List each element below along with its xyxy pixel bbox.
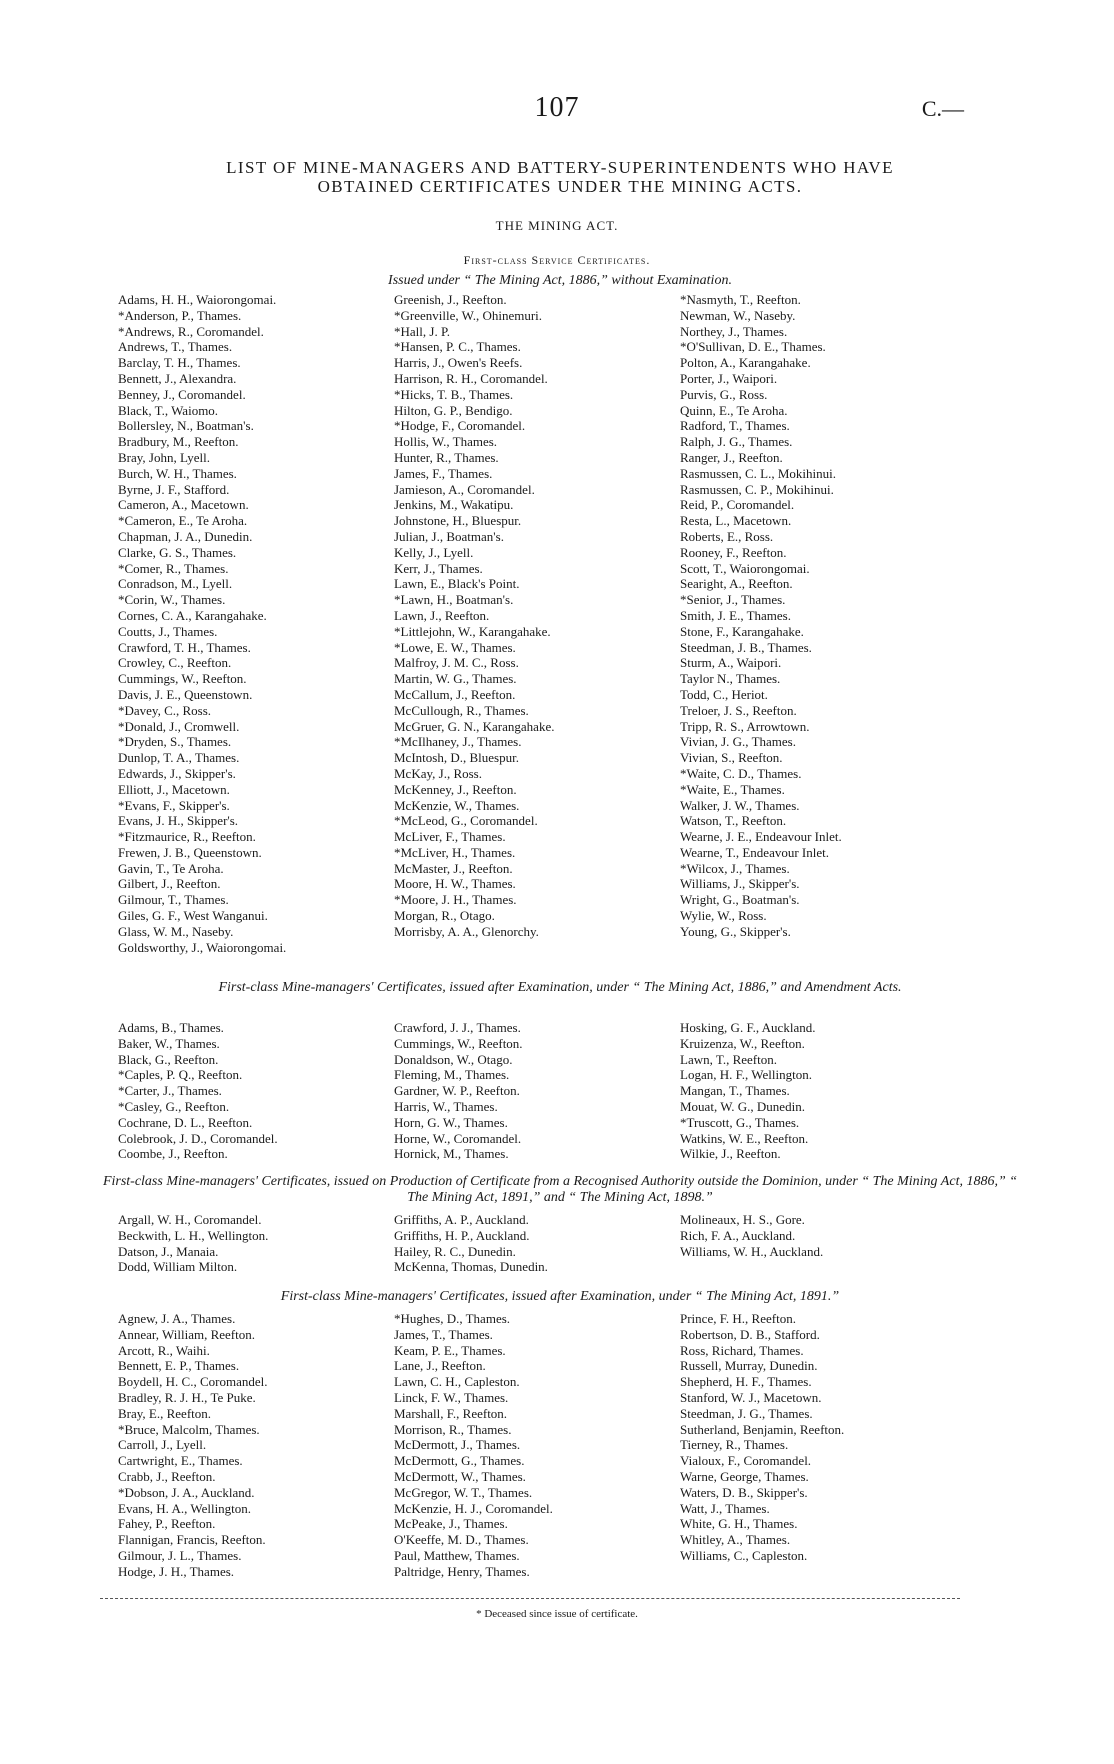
list-item: Edwards, J., Skipper's.	[118, 765, 236, 781]
list-item: Morrisby, A. A., Glenorchy.	[394, 923, 539, 939]
list-item: Wilkie, J., Reefton.	[680, 1146, 781, 1162]
list-item: Barclay, T. H., Thames.	[118, 355, 241, 371]
list-item: Andrews, T., Thames.	[118, 339, 233, 355]
list-item: Bollersley, N., Boatman's.	[118, 418, 254, 434]
list-item: *Littlejohn, W., Karangahake.	[394, 623, 551, 639]
list-item: Morgan, R., Otago.	[394, 908, 495, 924]
list-item: Keam, P. E., Thames.	[394, 1342, 506, 1358]
list-item: Agnew, J. A., Thames.	[118, 1311, 236, 1326]
list-item: *Andrews, R., Coromandel.	[118, 323, 264, 339]
list-item: *Corin, W., Thames.	[118, 592, 226, 608]
list-item: Wylie, W., Ross.	[680, 908, 767, 924]
list-item: Searight, A., Reefton.	[680, 576, 793, 592]
list-item: Elliott, J., Macetown.	[118, 781, 230, 797]
footnote: * Deceased since issue of certificate.	[476, 1608, 638, 1620]
list-item: *Dryden, S., Thames.	[118, 734, 232, 750]
list-item: *Wilcox, J., Thames.	[680, 860, 790, 876]
column-right	[680, 1020, 815, 1162]
list-item: Davis, J. E., Queenstown.	[118, 686, 253, 702]
list-item: Dodd, William Milton.	[118, 1259, 238, 1275]
list-item: Gilmour, J. L., Thames.	[118, 1547, 242, 1563]
column-left	[118, 292, 286, 955]
list-item: Stone, F., Karangahake.	[680, 623, 804, 639]
divider-rule	[100, 1598, 960, 1599]
list-item: *Lowe, E. W., Thames.	[394, 639, 516, 655]
list-item: Fahey, P., Reefton.	[118, 1516, 216, 1532]
list-item: Annear, William, Reefton.	[118, 1326, 255, 1342]
list-item: *Casley, G., Reefton.	[118, 1098, 230, 1114]
list-item: Young, G., Skipper's.	[680, 923, 791, 939]
act-title: THE MINING ACT.	[495, 218, 619, 233]
list-item: Carroll, J., Lyell.	[118, 1437, 207, 1453]
list-item: Radford, T., Thames.	[680, 418, 790, 434]
list-item: *Donald, J., Cromwell.	[118, 718, 240, 734]
list-item: Bray, John, Lyell.	[118, 449, 210, 465]
list-item: Steedman, J. G., Thames.	[680, 1405, 813, 1421]
list-item: Ross, Richard, Thames.	[680, 1342, 804, 1358]
section-subhead: First-class Service Certificates.	[463, 253, 651, 267]
list-item: Steedman, J. B., Thames.	[680, 639, 812, 655]
list-item: Lawn, C. H., Capleston.	[394, 1374, 520, 1390]
list-item: Donaldson, W., Otago.	[394, 1051, 513, 1067]
list-item: Cameron, A., Macetown.	[118, 497, 249, 513]
list-item: Watt, J., Thames.	[680, 1500, 770, 1516]
list-item: Lawn, E., Black's Point.	[394, 576, 520, 592]
list-item: Newman, W., Naseby.	[680, 307, 796, 323]
list-item: Moore, H. W., Thames.	[394, 876, 516, 892]
list-item: Mouat, W. G., Dunedin.	[680, 1098, 805, 1114]
list-item: Lawn, J., Reefton.	[394, 607, 490, 623]
list-item: Cummings, W., Reefton.	[118, 671, 247, 687]
list-item: Frewen, J. B., Queenstown.	[118, 844, 262, 860]
list-item: Williams, W. H., Auckland.	[680, 1243, 824, 1259]
column-left	[118, 1212, 268, 1275]
list-item: Paul, Matthew, Thames.	[394, 1547, 520, 1563]
list-item: Griffiths, A. P., Auckland.	[394, 1212, 529, 1227]
list-item: *Comer, R., Thames.	[118, 560, 229, 576]
list-item: *Fitzmaurice, R., Reefton.	[118, 829, 256, 845]
list-item: *Cameron, E., Te Aroha.	[118, 513, 248, 529]
list-item: McKenzie, W., Thames.	[394, 797, 520, 813]
list-item: *Dobson, J. A., Auckland.	[118, 1484, 255, 1500]
list-item: Reid, P., Coromandel.	[680, 497, 795, 513]
list-item: McGregor, W. T., Thames.	[394, 1484, 533, 1500]
list-item: Logan, H. F., Wellington.	[680, 1067, 812, 1083]
list-item: Benney, J., Coromandel.	[118, 386, 246, 402]
list-item: James, F., Thames.	[394, 465, 493, 481]
list-item: Rooney, F., Reefton.	[680, 544, 787, 560]
page-number: 107	[534, 92, 580, 123]
list-item: McLiver, F., Thames.	[394, 829, 506, 845]
list-item: James, T., Thames.	[394, 1326, 493, 1342]
column-right	[680, 1311, 844, 1564]
list-item: Prince, F. H., Reefton.	[680, 1311, 796, 1326]
list-item: Beckwith, L. H., Wellington.	[118, 1227, 269, 1243]
list-item: Porter, J., Waipori.	[680, 370, 778, 386]
list-item: Malfroy, J. M. C., Ross.	[394, 655, 519, 671]
list-item: *McIlhaney, J., Thames.	[394, 734, 522, 750]
list-item: Griffiths, H. P., Auckland.	[394, 1227, 530, 1243]
list-item: Crowley, C., Reefton.	[118, 655, 232, 671]
parliamentary-reference: C.—	[921, 96, 964, 121]
section-1-list	[118, 292, 998, 972]
list-item: Fleming, M., Thames.	[394, 1067, 510, 1083]
list-item: McPeake, J., Thames.	[394, 1516, 508, 1532]
section-2-list	[118, 1020, 998, 1170]
list-item: Shepherd, H. F., Thames.	[680, 1374, 812, 1390]
list-item: Hailey, R. C., Dunedin.	[394, 1243, 516, 1259]
column-right	[680, 292, 842, 940]
section-4-list	[118, 1311, 998, 1591]
list-item: Cornes, C. A., Karangahake.	[118, 607, 267, 623]
list-item: McDermott, G., Thames.	[394, 1453, 525, 1469]
list-item: Hodge, J. H., Thames.	[118, 1563, 235, 1579]
list-item: Williams, J., Skipper's.	[680, 876, 800, 892]
list-item: Julian, J., Boatman's.	[394, 528, 504, 544]
list-item: Ralph, J. G., Thames.	[680, 434, 793, 450]
list-item: Black, T., Waiomo.	[118, 402, 219, 418]
list-item: Mangan, T., Thames.	[680, 1083, 790, 1099]
list-item: Vivian, S., Reefton.	[680, 750, 783, 766]
list-item: McIntosh, D., Bluespur.	[394, 750, 519, 766]
list-item: Robertson, D. B., Stafford.	[680, 1326, 820, 1342]
list-item: Wearne, T., Endeavour Inlet.	[680, 844, 829, 860]
list-item: *Moore, J. H., Thames.	[394, 892, 517, 908]
list-item: Wearne, J. E., Endeavour Inlet.	[680, 829, 842, 845]
list-item: Byrne, J. F., Stafford.	[118, 481, 230, 497]
list-item: Marshall, F., Reefton.	[394, 1405, 508, 1421]
list-item: Williams, C., Capleston.	[680, 1547, 808, 1563]
list-item: Morrison, R., Thames.	[394, 1421, 512, 1437]
list-item: McKenzie, H. J., Coromandel.	[394, 1500, 553, 1516]
list-item: Jenkins, M., Wakatipu.	[394, 497, 514, 513]
list-item: Glass, W. M., Naseby.	[118, 923, 234, 939]
list-item: Hosking, G. F., Auckland.	[680, 1020, 816, 1035]
list-item: Kruizenza, W., Reefton.	[680, 1035, 805, 1051]
list-item: Bennett, E. P., Thames.	[118, 1358, 240, 1374]
list-item: Johnstone, H., Bluespur.	[394, 513, 522, 529]
list-item: Crawford, J. J., Thames.	[394, 1020, 521, 1035]
list-item: Northey, J., Thames.	[680, 323, 788, 339]
list-item: *McLiver, H., Thames.	[394, 844, 516, 860]
section-heading: First-class Mine-managers' Certificates, issued after Examination, under “ The Mining Act, 1891.”	[280, 1289, 840, 1304]
list-item: Treloer, J. S., Reefton.	[680, 702, 797, 718]
column-left	[118, 1311, 268, 1580]
list-item: *Waite, E., Thames.	[680, 781, 785, 797]
list-item: *Nasmyth, T., Reefton.	[680, 292, 801, 307]
list-item: Tierney, R., Thames.	[680, 1437, 789, 1453]
list-item: Scott, T., Waiorongomai.	[680, 560, 810, 576]
list-item: Evans, J. H., Skipper's.	[118, 813, 239, 829]
list-item: Greenish, J., Reefton.	[394, 292, 507, 307]
section-heading: Issued under “ The Mining Act, 1886,” without Examination.	[388, 273, 732, 288]
list-item: Argall, W. H., Coromandel.	[118, 1212, 262, 1227]
list-item: Martin, W. G., Thames.	[394, 671, 517, 687]
list-item: Colebrook, J. D., Coromandel.	[118, 1130, 278, 1146]
list-item: Jamieson, A., Coromandel.	[394, 481, 535, 497]
section-3-list	[118, 1212, 998, 1282]
list-item: Evans, H. A., Wellington.	[118, 1500, 252, 1516]
list-item: Watson, T., Reefton.	[680, 813, 787, 829]
list-item: McGruer, G. N., Karangahake.	[394, 718, 555, 734]
list-item: Adams, H. H., Waiorongomai.	[118, 292, 277, 307]
list-item: McKenney, J., Reefton.	[394, 781, 517, 797]
list-item: Burch, W. H., Thames.	[118, 465, 237, 481]
list-item: McDermott, J., Thames.	[394, 1437, 521, 1453]
list-item: Goldsworthy, J., Waiorongomai.	[118, 939, 287, 955]
list-item: Smith, J. E., Thames.	[680, 607, 791, 623]
list-item: Harris, J., Owen's Reefs.	[394, 355, 523, 371]
list-item: Adams, B., Thames.	[118, 1020, 224, 1035]
list-item: McKenna, Thomas, Dunedin.	[394, 1259, 548, 1275]
list-item: Hunter, R., Thames.	[394, 449, 499, 465]
list-item: Vivian, J. G., Thames.	[680, 734, 796, 750]
list-item: Walker, J. W., Thames.	[680, 797, 800, 813]
list-item: Waters, D. B., Skipper's.	[680, 1484, 808, 1500]
list-item: Gardner, W. P., Reefton.	[394, 1083, 520, 1099]
section-heading: First-class Mine-managers' Certificates, issued after Examination, under “ The Mining Act, 1886,” and Amendment Acts.	[218, 980, 902, 995]
title-line-1: LIST OF MINE-MANAGERS AND BATTERY-SUPERINTENDENTS WHO HAVE	[226, 158, 894, 177]
list-item: Gilbert, J., Reefton.	[118, 876, 221, 892]
list-item: Stanford, W. J., Macetown.	[680, 1389, 822, 1405]
title-line-2: OBTAINED CERTIFICATES UNDER THE MINING ACTS.	[317, 177, 803, 196]
list-item: Taylor N., Thames.	[680, 671, 781, 687]
list-item: Whitley, A., Thames.	[680, 1532, 791, 1548]
list-item: Quinn, E., Te Aroha.	[680, 402, 788, 418]
list-item: *Evans, F., Skipper's.	[118, 797, 230, 813]
list-item: *Senior, J., Thames.	[680, 592, 786, 608]
document-title	[110, 158, 1010, 196]
list-item: McCallum, J., Reefton.	[394, 686, 516, 702]
column-middle	[394, 1311, 553, 1580]
section-heading: First-class Mine-managers' Certificates, issued on Production of Certificate from a Recognised Authority outside the Dominion, under “ The Mining Act, 1886,” “ The Mining Act, 1891,” and “ The Mining Act, 1898.”	[102, 1174, 1018, 1205]
list-item: Wright, G., Boatman's.	[680, 892, 800, 908]
list-item: Bray, E., Reefton.	[118, 1405, 212, 1421]
list-item: Sutherland, Benjamin, Reefton.	[680, 1421, 845, 1437]
list-item: Hornick, M., Thames.	[394, 1146, 509, 1162]
list-item: Gavin, T., Te Aroha.	[118, 860, 224, 876]
list-item: White, G. H., Thames.	[680, 1516, 798, 1532]
list-item: Arcott, R., Waihi.	[118, 1342, 210, 1358]
list-item: *Hall, J. P.	[394, 323, 450, 339]
list-item: Rasmussen, C. L., Mokihinui.	[680, 465, 837, 481]
list-item: Crabb, J., Reefton.	[118, 1468, 216, 1484]
list-item: Datson, J., Manaia.	[118, 1243, 219, 1259]
list-item: Lane, J., Reefton.	[394, 1358, 486, 1374]
list-item: Rich, F. A., Auckland.	[680, 1227, 796, 1243]
list-item: Giles, G. F., West Wanganui.	[118, 908, 268, 924]
list-item: Clarke, G. S., Thames.	[118, 544, 237, 560]
list-item: Coutts, J., Thames.	[118, 623, 218, 639]
list-item: Horn, G. W., Thames.	[394, 1114, 508, 1130]
list-item: Bradley, R. J. H., Te Puke.	[118, 1389, 256, 1405]
list-item: Horne, W., Coromandel.	[394, 1130, 522, 1146]
list-item: *Caples, P. Q., Reefton.	[118, 1067, 243, 1083]
list-item: Watkins, W. E., Reefton.	[680, 1130, 809, 1146]
list-item: Ranger, J., Reefton.	[680, 449, 783, 465]
list-item: Kerr, J., Thames.	[394, 560, 483, 576]
list-item: Tripp, R. S., Arrowtown.	[680, 718, 810, 734]
list-item: McDermott, W., Thames.	[394, 1468, 526, 1484]
list-item: Hilton, G. P., Bendigo.	[394, 402, 513, 418]
list-item: Flannigan, Francis, Reefton.	[118, 1532, 266, 1548]
list-item: Baker, W., Thames.	[118, 1035, 220, 1051]
list-item: McCullough, R., Thames.	[394, 702, 529, 718]
list-item: *McLeod, G., Coromandel.	[394, 813, 538, 829]
list-item: Lawn, T., Reefton.	[680, 1051, 777, 1067]
list-item: *Truscott, G., Thames.	[680, 1114, 800, 1130]
list-item: *Anderson, P., Thames.	[118, 307, 242, 323]
list-item: *Carter, J., Thames.	[118, 1083, 222, 1099]
list-item: *Greenville, W., Ohinemuri.	[394, 307, 543, 323]
list-item: Kelly, J., Lyell.	[394, 544, 474, 560]
list-item: *Hodge, F., Coromandel.	[394, 418, 526, 434]
list-item: Chapman, J. A., Dunedin.	[118, 528, 253, 544]
list-item: Cummings, W., Reefton.	[394, 1035, 523, 1051]
list-item: Crawford, T. H., Thames.	[118, 639, 251, 655]
list-item: *Hansen, P. C., Thames.	[394, 339, 521, 355]
column-middle	[394, 1020, 523, 1162]
list-item: Hollis, W., Thames.	[394, 434, 498, 450]
list-item: *Waite, C. D., Thames.	[680, 765, 802, 781]
list-item: Dunlop, T. A., Thames.	[118, 750, 240, 766]
list-item: Polton, A., Karangahake.	[680, 355, 811, 371]
list-item: Bennett, J., Alexandra.	[118, 370, 237, 386]
list-item: Russell, Murray, Dunedin.	[680, 1358, 818, 1374]
list-item: Paltridge, Henry, Thames.	[394, 1563, 530, 1579]
list-item: Gilmour, T., Thames.	[118, 892, 229, 908]
list-item: *Hughes, D., Thames.	[394, 1311, 511, 1326]
list-item: Harris, W., Thames.	[394, 1098, 498, 1114]
column-right	[680, 1212, 823, 1259]
list-item: Harrison, R. H., Coromandel.	[394, 370, 548, 386]
page-header	[0, 92, 1114, 132]
list-item: Vialoux, F., Coromandel.	[680, 1453, 812, 1469]
list-item: Resta, L., Macetown.	[680, 513, 792, 529]
list-item: Coombe, J., Reefton.	[118, 1146, 228, 1162]
list-item: McKay, J., Ross.	[394, 765, 482, 781]
list-item: Conradson, M., Lyell.	[118, 576, 233, 592]
list-item: McMaster, J., Reefton.	[394, 860, 513, 876]
list-item: *Hicks, T. B., Thames.	[394, 386, 514, 402]
column-middle	[394, 1212, 548, 1275]
list-item: *Lawn, H., Boatman's.	[394, 592, 514, 608]
list-item: *Bruce, Malcolm, Thames.	[118, 1421, 260, 1437]
list-item: Roberts, E., Ross.	[680, 528, 774, 544]
list-item: O'Keeffe, M. D., Thames.	[394, 1532, 529, 1548]
list-item: Black, G., Reefton.	[118, 1051, 219, 1067]
list-item: Rasmussen, C. P., Mokihinui.	[680, 481, 834, 497]
list-item: Cartwright, E., Thames.	[118, 1453, 243, 1469]
list-item: Purvis, G., Ross.	[680, 386, 768, 402]
list-item: Boydell, H. C., Coromandel.	[118, 1374, 268, 1390]
list-item: Warne, George, Thames.	[680, 1468, 809, 1484]
list-item: Linck, F. W., Thames.	[394, 1389, 509, 1405]
list-item: Molineaux, H. S., Gore.	[680, 1212, 805, 1227]
list-item: Todd, C., Heriot.	[680, 686, 768, 702]
list-item: Bradbury, M., Reefton.	[118, 434, 239, 450]
column-middle	[394, 292, 554, 940]
list-item: *Davey, C., Ross.	[118, 702, 212, 718]
list-item: Sturm, A., Waipori.	[680, 655, 782, 671]
list-item: Cochrane, D. L., Reefton.	[118, 1114, 253, 1130]
column-left	[118, 1020, 278, 1162]
list-item: *O'Sullivan, D. E., Thames.	[680, 339, 826, 355]
